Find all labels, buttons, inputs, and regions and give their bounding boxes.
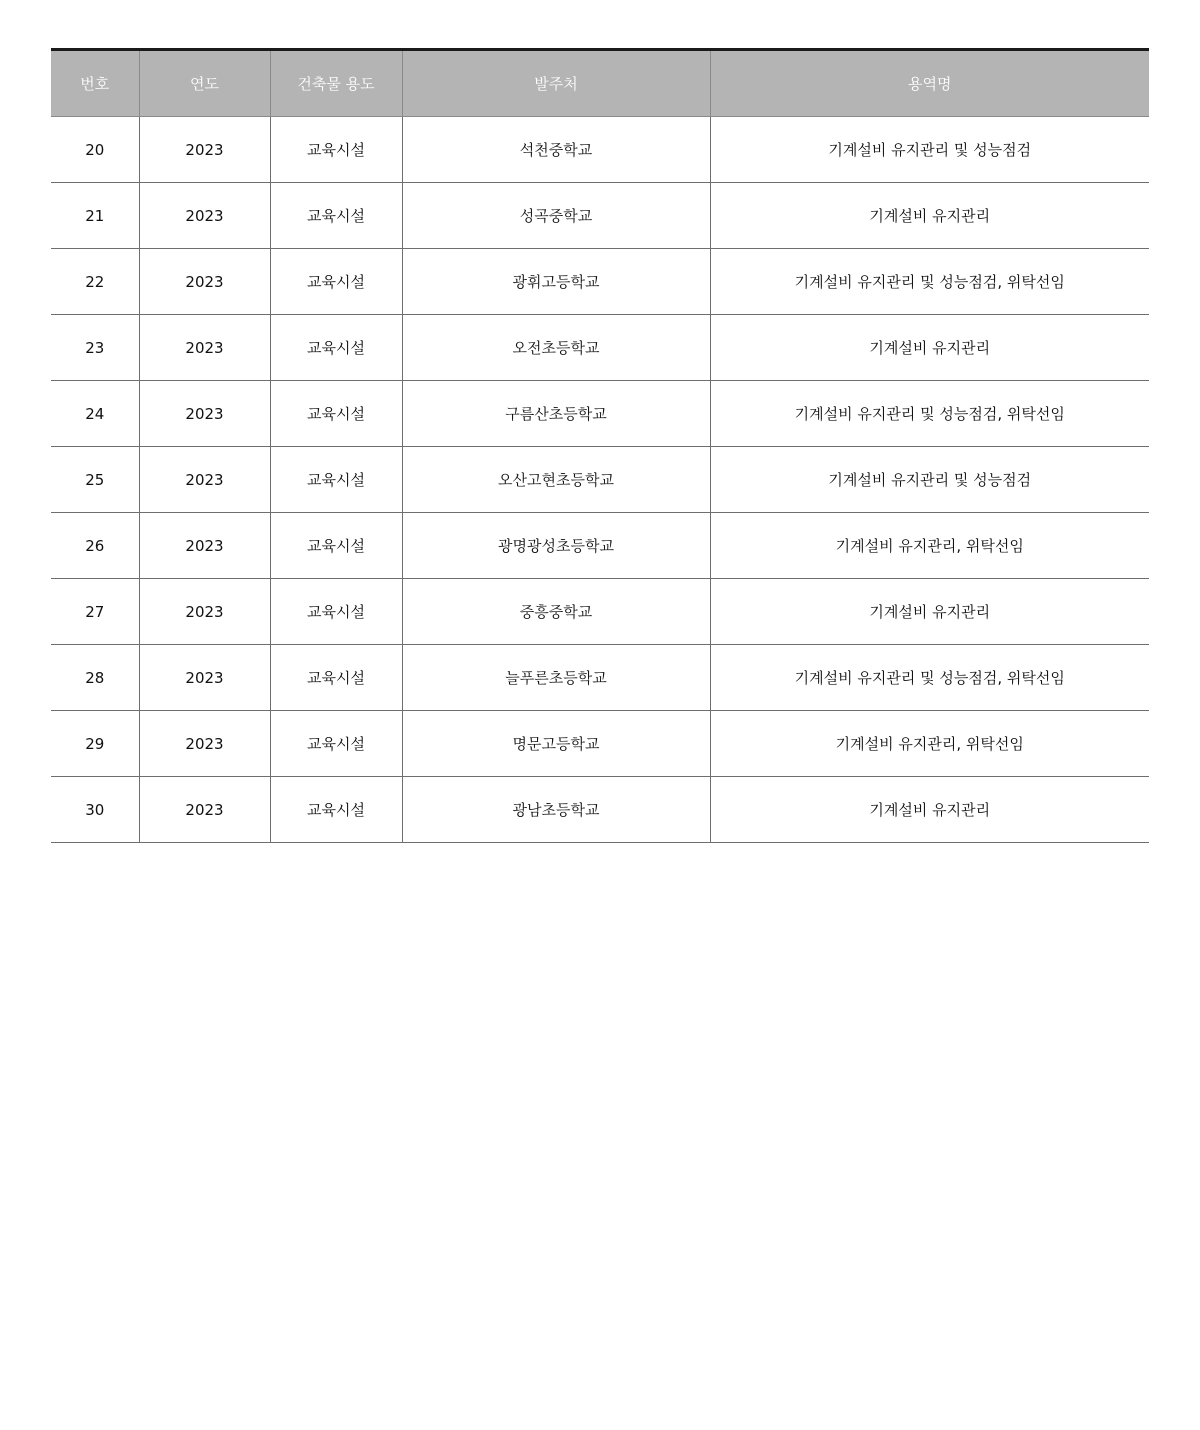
cell-year: 2023 xyxy=(139,447,270,513)
cell-building-use: 교육시설 xyxy=(270,249,402,315)
cell-year: 2023 xyxy=(139,117,270,183)
cell-project-name: 기계설비 유지관리 및 성능점검, 위탁선임 xyxy=(710,645,1149,711)
cell-year: 2023 xyxy=(139,315,270,381)
cell-number: 23 xyxy=(51,315,139,381)
cell-client: 구름산초등학교 xyxy=(402,381,710,447)
table-row xyxy=(51,183,1149,249)
cell-year: 2023 xyxy=(139,777,270,843)
cell-building-use: 교육시설 xyxy=(270,777,402,843)
cell-number: 27 xyxy=(51,579,139,645)
table-row xyxy=(51,513,1149,579)
header-row xyxy=(51,50,1149,117)
table-row xyxy=(51,117,1149,183)
table-body xyxy=(51,117,1149,843)
table-header xyxy=(51,50,1149,117)
cell-year: 2023 xyxy=(139,249,270,315)
cell-year: 2023 xyxy=(139,711,270,777)
cell-client: 명문고등학교 xyxy=(402,711,710,777)
cell-project-name: 기계설비 유지관리 xyxy=(710,579,1149,645)
cell-client: 늘푸른초등학교 xyxy=(402,645,710,711)
table-row xyxy=(51,315,1149,381)
cell-project-name: 기계설비 유지관리 및 성능점검 xyxy=(710,117,1149,183)
cell-client: 광휘고등학교 xyxy=(402,249,710,315)
cell-number: 24 xyxy=(51,381,139,447)
table-row xyxy=(51,711,1149,777)
cell-building-use: 교육시설 xyxy=(270,711,402,777)
cell-number: 26 xyxy=(51,513,139,579)
cell-building-use: 교육시설 xyxy=(270,183,402,249)
header-year: 연도 xyxy=(139,50,270,117)
cell-building-use: 교육시설 xyxy=(270,513,402,579)
cell-year: 2023 xyxy=(139,183,270,249)
table-row xyxy=(51,777,1149,843)
cell-client: 광남초등학교 xyxy=(402,777,710,843)
table-row xyxy=(51,249,1149,315)
cell-project-name: 기계설비 유지관리 xyxy=(710,315,1149,381)
cell-project-name: 기계설비 유지관리 xyxy=(710,777,1149,843)
cell-client: 광명광성초등학교 xyxy=(402,513,710,579)
cell-building-use: 교육시설 xyxy=(270,579,402,645)
header-number: 번호 xyxy=(51,50,139,117)
cell-client: 중흥중학교 xyxy=(402,579,710,645)
header-project-name: 용역명 xyxy=(710,50,1149,117)
cell-client: 성곡중학교 xyxy=(402,183,710,249)
cell-building-use: 교육시설 xyxy=(270,315,402,381)
cell-year: 2023 xyxy=(139,645,270,711)
cell-number: 30 xyxy=(51,777,139,843)
cell-client: 오전초등학교 xyxy=(402,315,710,381)
cell-number: 25 xyxy=(51,447,139,513)
cell-year: 2023 xyxy=(139,579,270,645)
cell-number: 29 xyxy=(51,711,139,777)
header-client: 발주처 xyxy=(402,50,710,117)
table-row xyxy=(51,447,1149,513)
cell-project-name: 기계설비 유지관리 xyxy=(710,183,1149,249)
table-row xyxy=(51,645,1149,711)
cell-number: 28 xyxy=(51,645,139,711)
header-building-use: 건축물 용도 xyxy=(270,50,402,117)
table-row xyxy=(51,579,1149,645)
cell-number: 21 xyxy=(51,183,139,249)
cell-year: 2023 xyxy=(139,381,270,447)
cell-project-name: 기계설비 유지관리 및 성능점검, 위탁선임 xyxy=(710,381,1149,447)
cell-building-use: 교육시설 xyxy=(270,381,402,447)
table-row xyxy=(51,381,1149,447)
cell-project-name: 기계설비 유지관리 및 성능점검 xyxy=(710,447,1149,513)
cell-building-use: 교육시설 xyxy=(270,645,402,711)
cell-client: 오산고현초등학교 xyxy=(402,447,710,513)
project-records-sheet xyxy=(51,48,1149,843)
cell-building-use: 교육시설 xyxy=(270,447,402,513)
cell-project-name: 기계설비 유지관리, 위탁선임 xyxy=(710,513,1149,579)
cell-client: 석천중학교 xyxy=(402,117,710,183)
cell-number: 20 xyxy=(51,117,139,183)
cell-number: 22 xyxy=(51,249,139,315)
cell-building-use: 교육시설 xyxy=(270,117,402,183)
cell-project-name: 기계설비 유지관리 및 성능점검, 위탁선임 xyxy=(710,249,1149,315)
cell-year: 2023 xyxy=(139,513,270,579)
cell-project-name: 기계설비 유지관리, 위탁선임 xyxy=(710,711,1149,777)
project-records-table xyxy=(51,48,1149,843)
